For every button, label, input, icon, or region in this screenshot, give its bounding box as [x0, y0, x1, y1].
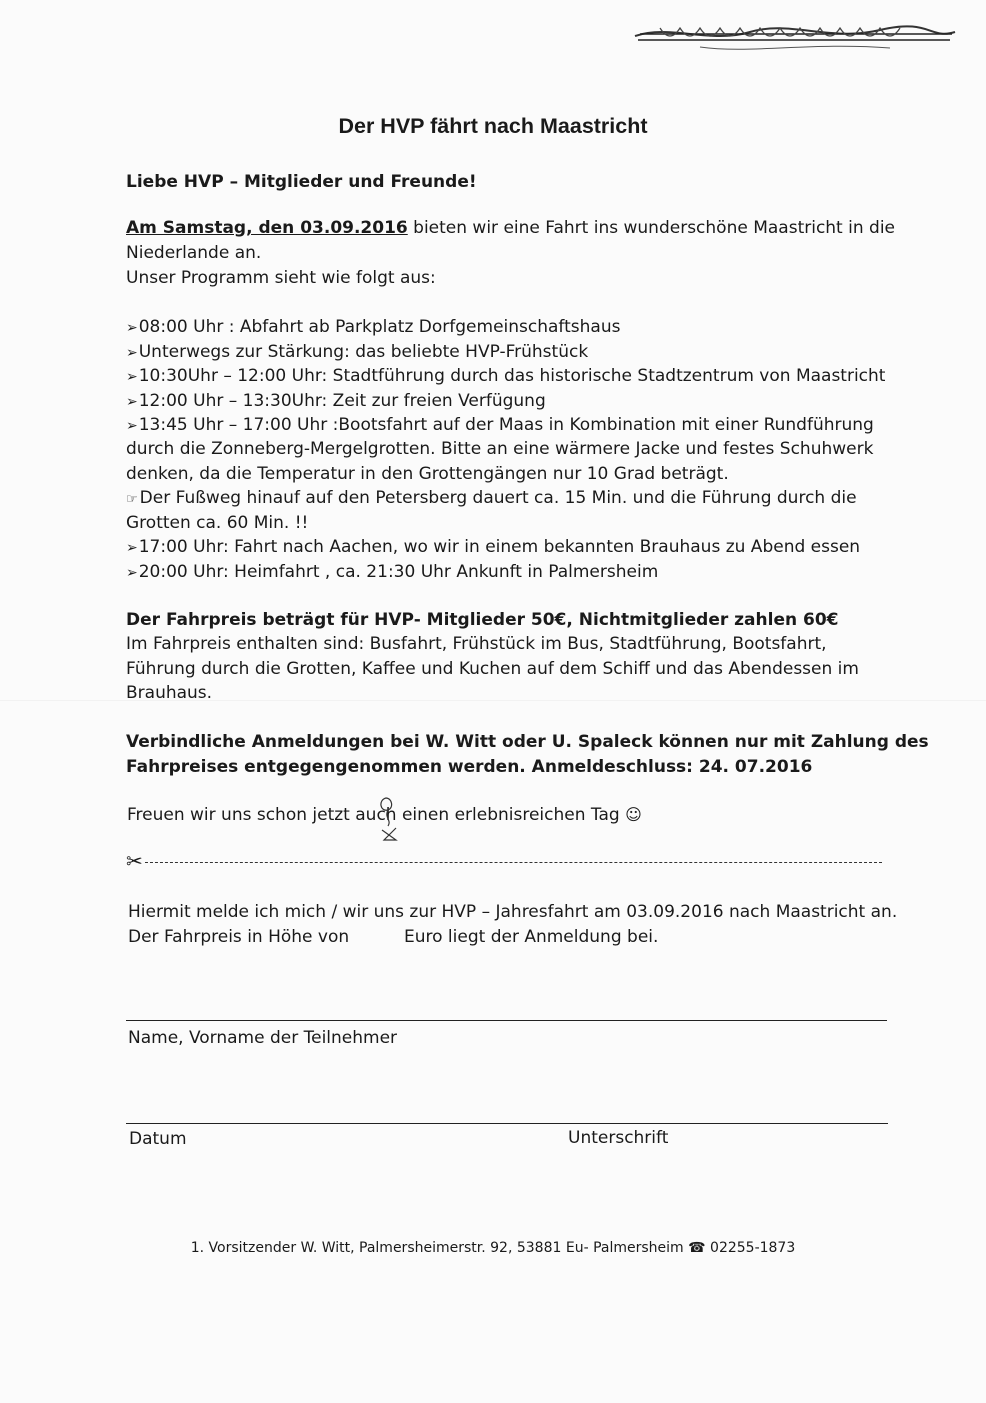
program-note-continued: Grotten ca. 60 Min. !!: [126, 513, 309, 533]
program-item: [126, 364, 885, 390]
footer-address: [0, 1240, 986, 1256]
program-note-text: Der Fußweg hinauf auf den Petersberg dauert ca. 15 Min. und die Führung durch die: [139, 488, 857, 508]
program-item-text: 10:30Uhr – 12:00 Uhr: Stadtführung durch das historische Stadtzentrum von Maastricht: [138, 366, 886, 386]
arrow-bullet-icon: ➢: [126, 394, 138, 410]
program-item: [126, 535, 860, 561]
price-details-line: Im Fahrpreis enthalten sind: Busfahrt, Frühstück im Bus, Stadtführung, Bootsfahrt,: [126, 634, 827, 654]
trip-date: Am Samstag, den 03.09.2016: [126, 218, 408, 238]
arrow-bullet-icon: ➢: [126, 418, 138, 434]
name-label: Name, Vorname der Teilnehmer: [128, 1028, 398, 1048]
program-item-text: 20:00 Uhr: Heimfahrt , ca. 21:30 Uhr Ankunft in Palmersheim: [138, 562, 659, 582]
arrow-bullet-icon: ➢: [126, 369, 138, 385]
date-signature-write-line[interactable]: [126, 1123, 888, 1124]
date-label: Datum: [129, 1129, 187, 1149]
signature-label: Unterschrift: [568, 1128, 669, 1148]
intro-line-1: [126, 216, 895, 241]
arrow-bullet-icon: ➢: [126, 345, 138, 361]
form-fee-label: Der Fahrpreis in Höhe von: [128, 927, 350, 947]
form-line: Hiermit melde ich mich / wir uns zur HVP – Jahresfahrt am 03.09.2016 nach Maastricht an.: [128, 902, 898, 922]
footer-text: 1. Vorsitzender W. Witt, Palmersheimerstr. 92, 53881 Eu- Palmersheim: [190, 1240, 684, 1256]
program-item: [126, 315, 620, 341]
intro-line-2: Niederlande an.: [126, 243, 262, 263]
program-item-text: 12:00 Uhr – 13:30Uhr: Zeit zur freien Verfügung: [138, 391, 546, 411]
page-title: Der HVP fährt nach Maastricht: [338, 114, 648, 138]
arrow-bullet-icon: ➢: [126, 565, 138, 581]
pointing-hand-icon: ☞: [126, 492, 138, 507]
registration-line: Fahrpreises entgegengenommen werden. Anmeldeschluss: 24. 07.2016: [126, 757, 813, 777]
price-details-line: Brauhaus.: [126, 683, 213, 703]
footer-phone: 02255-1873: [710, 1240, 796, 1256]
form-fee-suffix: Euro liegt der Anmeldung bei.: [404, 927, 659, 947]
telephone-icon: ☎: [688, 1240, 706, 1256]
price-headline: Der Fahrpreis beträgt für HVP- Mitglieder 50€, Nichtmitglieder zahlen 60€: [126, 610, 839, 630]
program-item-text: 13:45 Uhr – 17:00 Uhr :Bootsfahrt auf der Maas in Kombination mit einer Rundführung: [138, 415, 874, 435]
program-item-continued: denken, da die Temperatur in den Grottengängen nur 10 Grad beträgt.: [126, 464, 729, 484]
program-item: [126, 413, 874, 439]
program-note: [126, 486, 857, 513]
intro-line-3: Unser Programm sieht wie folgt aus:: [126, 268, 436, 288]
crossed-out-scribble: [630, 14, 960, 54]
program-item: [126, 560, 658, 586]
intro-line-1-text: bieten wir eine Fahrt ins wunderschöne Maastricht in die: [407, 218, 896, 238]
arrow-bullet-icon: ➢: [126, 540, 138, 556]
smiley-icon: ☺: [625, 805, 642, 824]
program-item-text: 17:00 Uhr: Fahrt nach Aachen, wo wir in einem bekannten Brauhaus zu Abend essen: [138, 537, 861, 557]
arrow-bullet-icon: ➢: [126, 320, 138, 336]
program-item-continued: durch die Zonneberg-Mergelgrotten. Bitte an eine wärmere Jacke und festes Schuhwerk: [126, 439, 874, 459]
program-item: [126, 389, 546, 415]
registration-line: Verbindliche Anmeldungen bei W. Witt oder U. Spaleck können nur mit Zahlung des: [126, 732, 929, 752]
scissors-icon: ✂: [126, 849, 143, 873]
program-item: [126, 340, 588, 366]
program-item-text: 08:00 Uhr : Abfahrt ab Parkplatz Dorfgemeinschaftshaus: [138, 317, 621, 337]
cut-line: [130, 862, 882, 863]
greeting: Liebe HVP – Mitglieder und Freunde!: [126, 172, 477, 192]
name-write-line[interactable]: [126, 1020, 887, 1021]
price-details-line: Führung durch die Grotten, Kaffee und Kuchen auf dem Schiff und das Abendessen im: [126, 659, 859, 679]
handwritten-correction-doodle: [374, 794, 404, 842]
closing-text: Freuen wir uns schon jetzt auch einen erlebnisreichen Tag: [127, 805, 620, 825]
program-item-text: Unterwegs zur Stärkung: das beliebte HVP-Frühstück: [138, 342, 589, 362]
